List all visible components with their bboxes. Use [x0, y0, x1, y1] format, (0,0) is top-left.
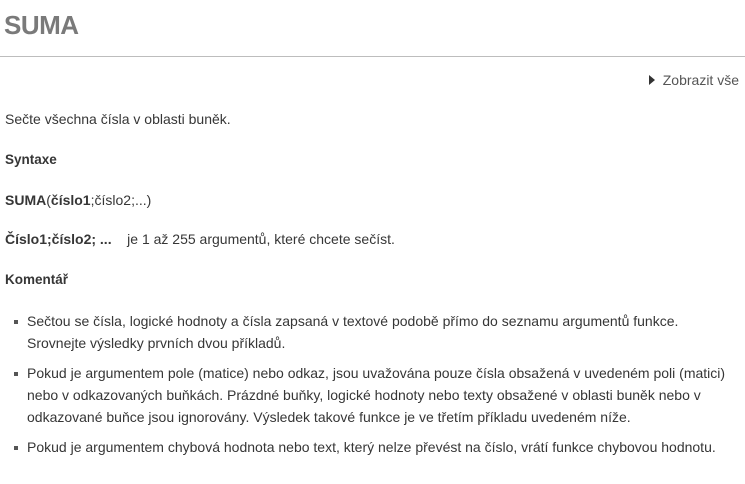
syntax-heading: Syntaxe — [5, 152, 57, 167]
syntax-rest: ;číslo2;...) — [90, 192, 152, 208]
comment-item: Pokud je argumentem chybová hodnota nebo text, který nelze převést na číslo, vrátí funkce chybovou hodnotu. — [14, 436, 739, 458]
show-all-label: Zobrazit vše — [662, 72, 739, 88]
syntax-line — [5, 192, 151, 208]
argument-line — [5, 231, 395, 247]
intro-text: Sečte všechna čísla v oblasti buněk. — [5, 111, 231, 127]
comment-item: Sečtou se čísla, logické hodnoty a čísla zapsaná v textové podobě přímo do seznamu argumentů funkce. Srovnejte výsledky prvních dvou příkladů. — [14, 310, 739, 354]
argument-term: Číslo1;číslo2; ... — [5, 231, 112, 247]
syntax-arg1: číslo1 — [50, 192, 91, 208]
comment-item: Pokud je argumentem pole (matice) nebo odkaz, jsou uvažována pouze čísla obsažená v uvedeném poli (matici) nebo v odkazovaných buňkách. Prázdné buňky, logické hodnoty nebo texty obsažené v oblasti buněk nebo v odkazované buňce jsou ignorovány. Výsledek takové funkce je ve třetím příkladu uvedeném níže. — [14, 362, 739, 428]
title-divider — [0, 56, 745, 57]
function-name: SUMA — [5, 192, 47, 208]
open-paren: ( — [46, 192, 51, 208]
argument-description: je 1 až 255 argumentů, které chcete sečíst. — [127, 231, 395, 247]
expand-triangle-icon — [649, 75, 655, 85]
comment-list — [14, 310, 739, 466]
show-all-link[interactable] — [649, 72, 739, 88]
page-title: SUMA — [4, 10, 79, 40]
comment-heading: Komentář — [5, 272, 69, 287]
